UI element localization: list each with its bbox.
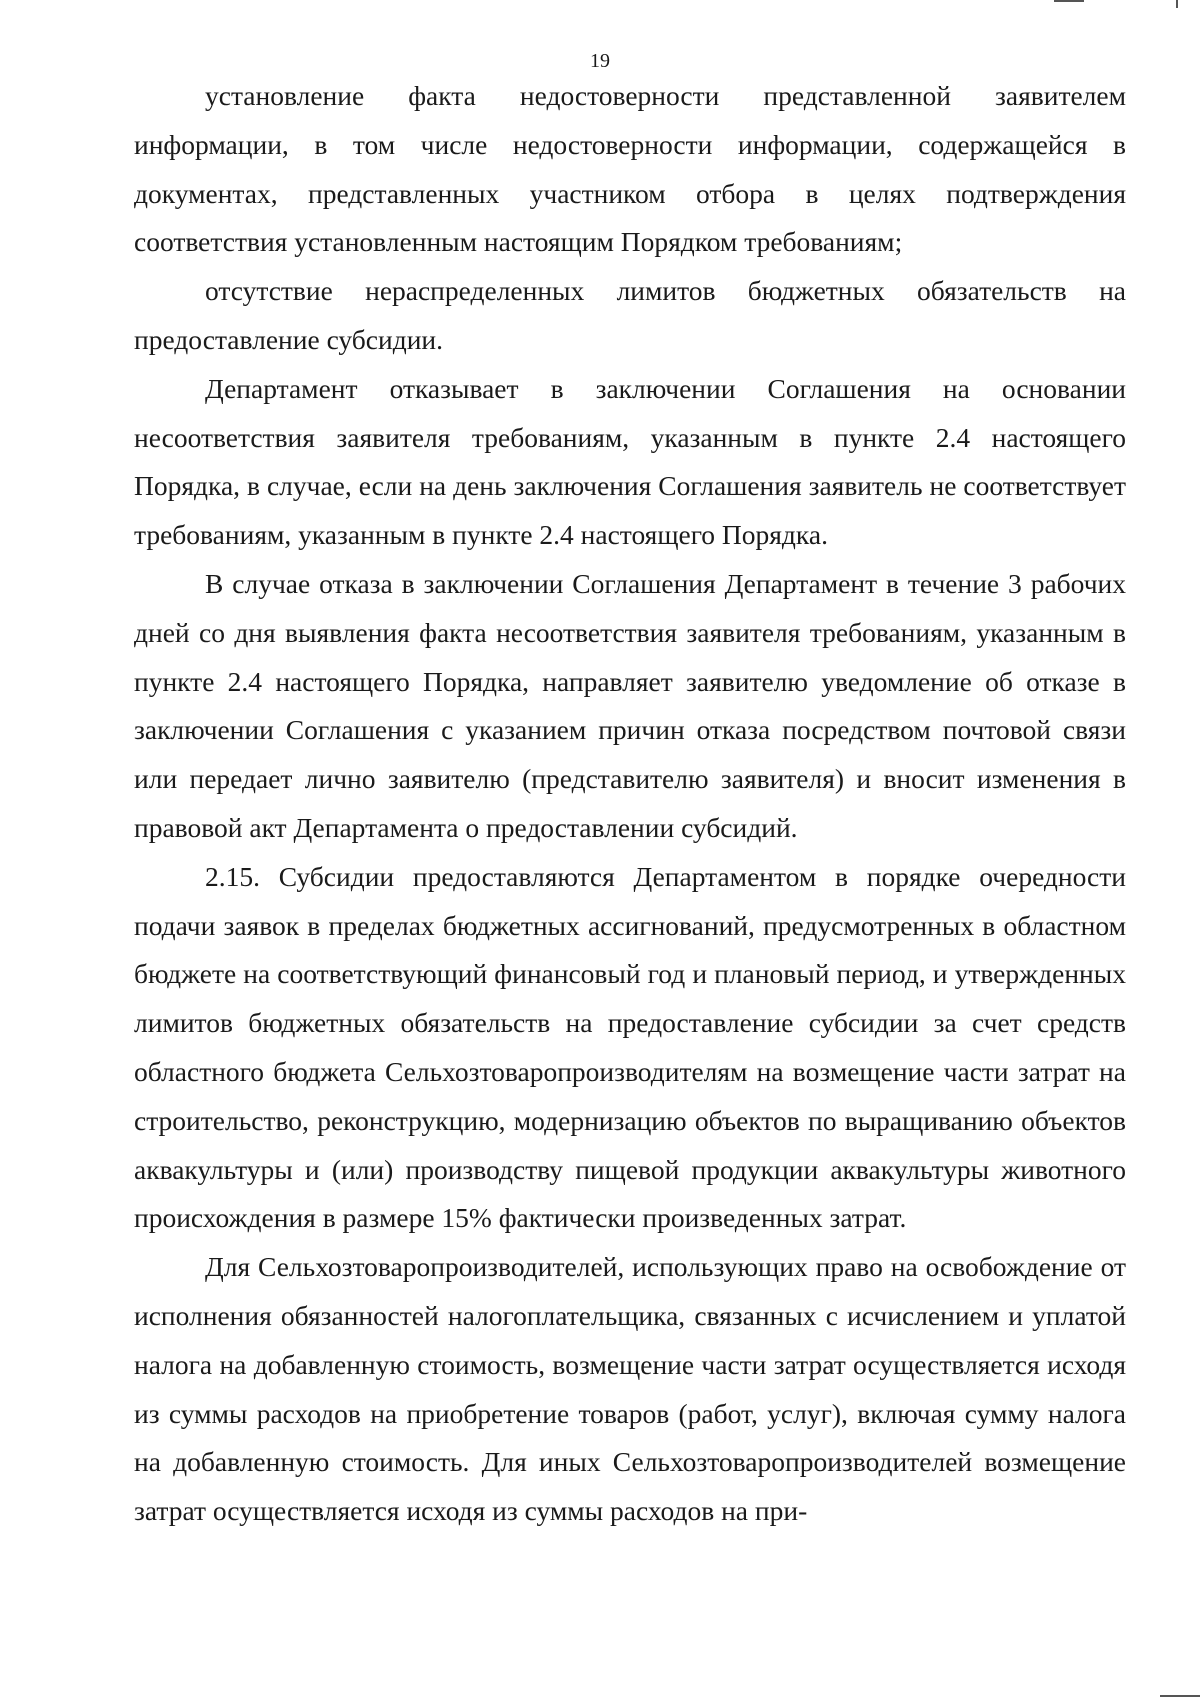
scan-edge-mark [1176, 0, 1178, 8]
paragraph: установление факта недостоверности представленной заявителем информации, в том числе недостоверности информации, содержащейся в документах, представленных участником отбора в целях подтверждения соответствия установленным настоящим Порядком требованиям; [134, 80, 1126, 258]
paragraph: 2.15. Субсидии предоставляются Департаментом в порядке очередности подачи заявок в пределах бюджетных ассигнований, предусмотренных в областном бюджете на соответствующий финансовый год и плановый период, и утвержденных лимитов бюджетных обязательств на предоставление субсидии за счет средств областного бюджета Сельхозтоваропроизводителям на возмещение части затрат на строительство, реконструкцию, модернизацию объектов по выращиванию объектов аквакультуры и (или) производству пищевой продукции аквакультуры животного происхождения в размере 15% фактически произведенных затрат. [134, 860, 1126, 1234]
scan-edge-mark [1054, 0, 1084, 2]
body-text [134, 72, 1126, 1536]
paragraph: В случае отказа в заключении Соглашения Департамент в течение 3 рабочих дней со дня выявления факта несоответствия заявителя требованиям, указанным в пункте 2.4 настоящего Порядка, направляет заявителю уведомление об отказе в заключении Соглашения с указанием причин отказа посредством почтовой связи или передает лично заявителю (представителю заявителя) и вносит изменения в правовой акт Департамента о предоставлении субсидий. [134, 567, 1126, 843]
page-number: 19 [590, 50, 610, 72]
paragraph: Департамент отказывает в заключении Соглашения на основании несоответствия заявителя требованиям, указанным в пункте 2.4 настоящего Порядка, в случае, если на день заключения Соглашения заявитель не соответствует требованиям, указанным в пункте 2.4 настоящего Порядка. [134, 372, 1126, 551]
paragraph: Для Сельхозтоваропроизводителей, использующих право на освобождение от исполнения обязанностей налогоплательщика, связанных с исчислением и уплатой налога на добавленную стоимость, возмещение части затрат осуществляется исходя из суммы расходов на приобретение товаров (работ, услуг), включая сумму налога на добавленную стоимость. Для иных Сельхозтоваропроизводителей возмещение затрат осуществляется исходя из суммы расходов на при- [134, 1251, 1126, 1527]
paragraph: отсутствие нераспределенных лимитов бюджетных обязательств на предоставление субсидии. [134, 275, 1126, 355]
